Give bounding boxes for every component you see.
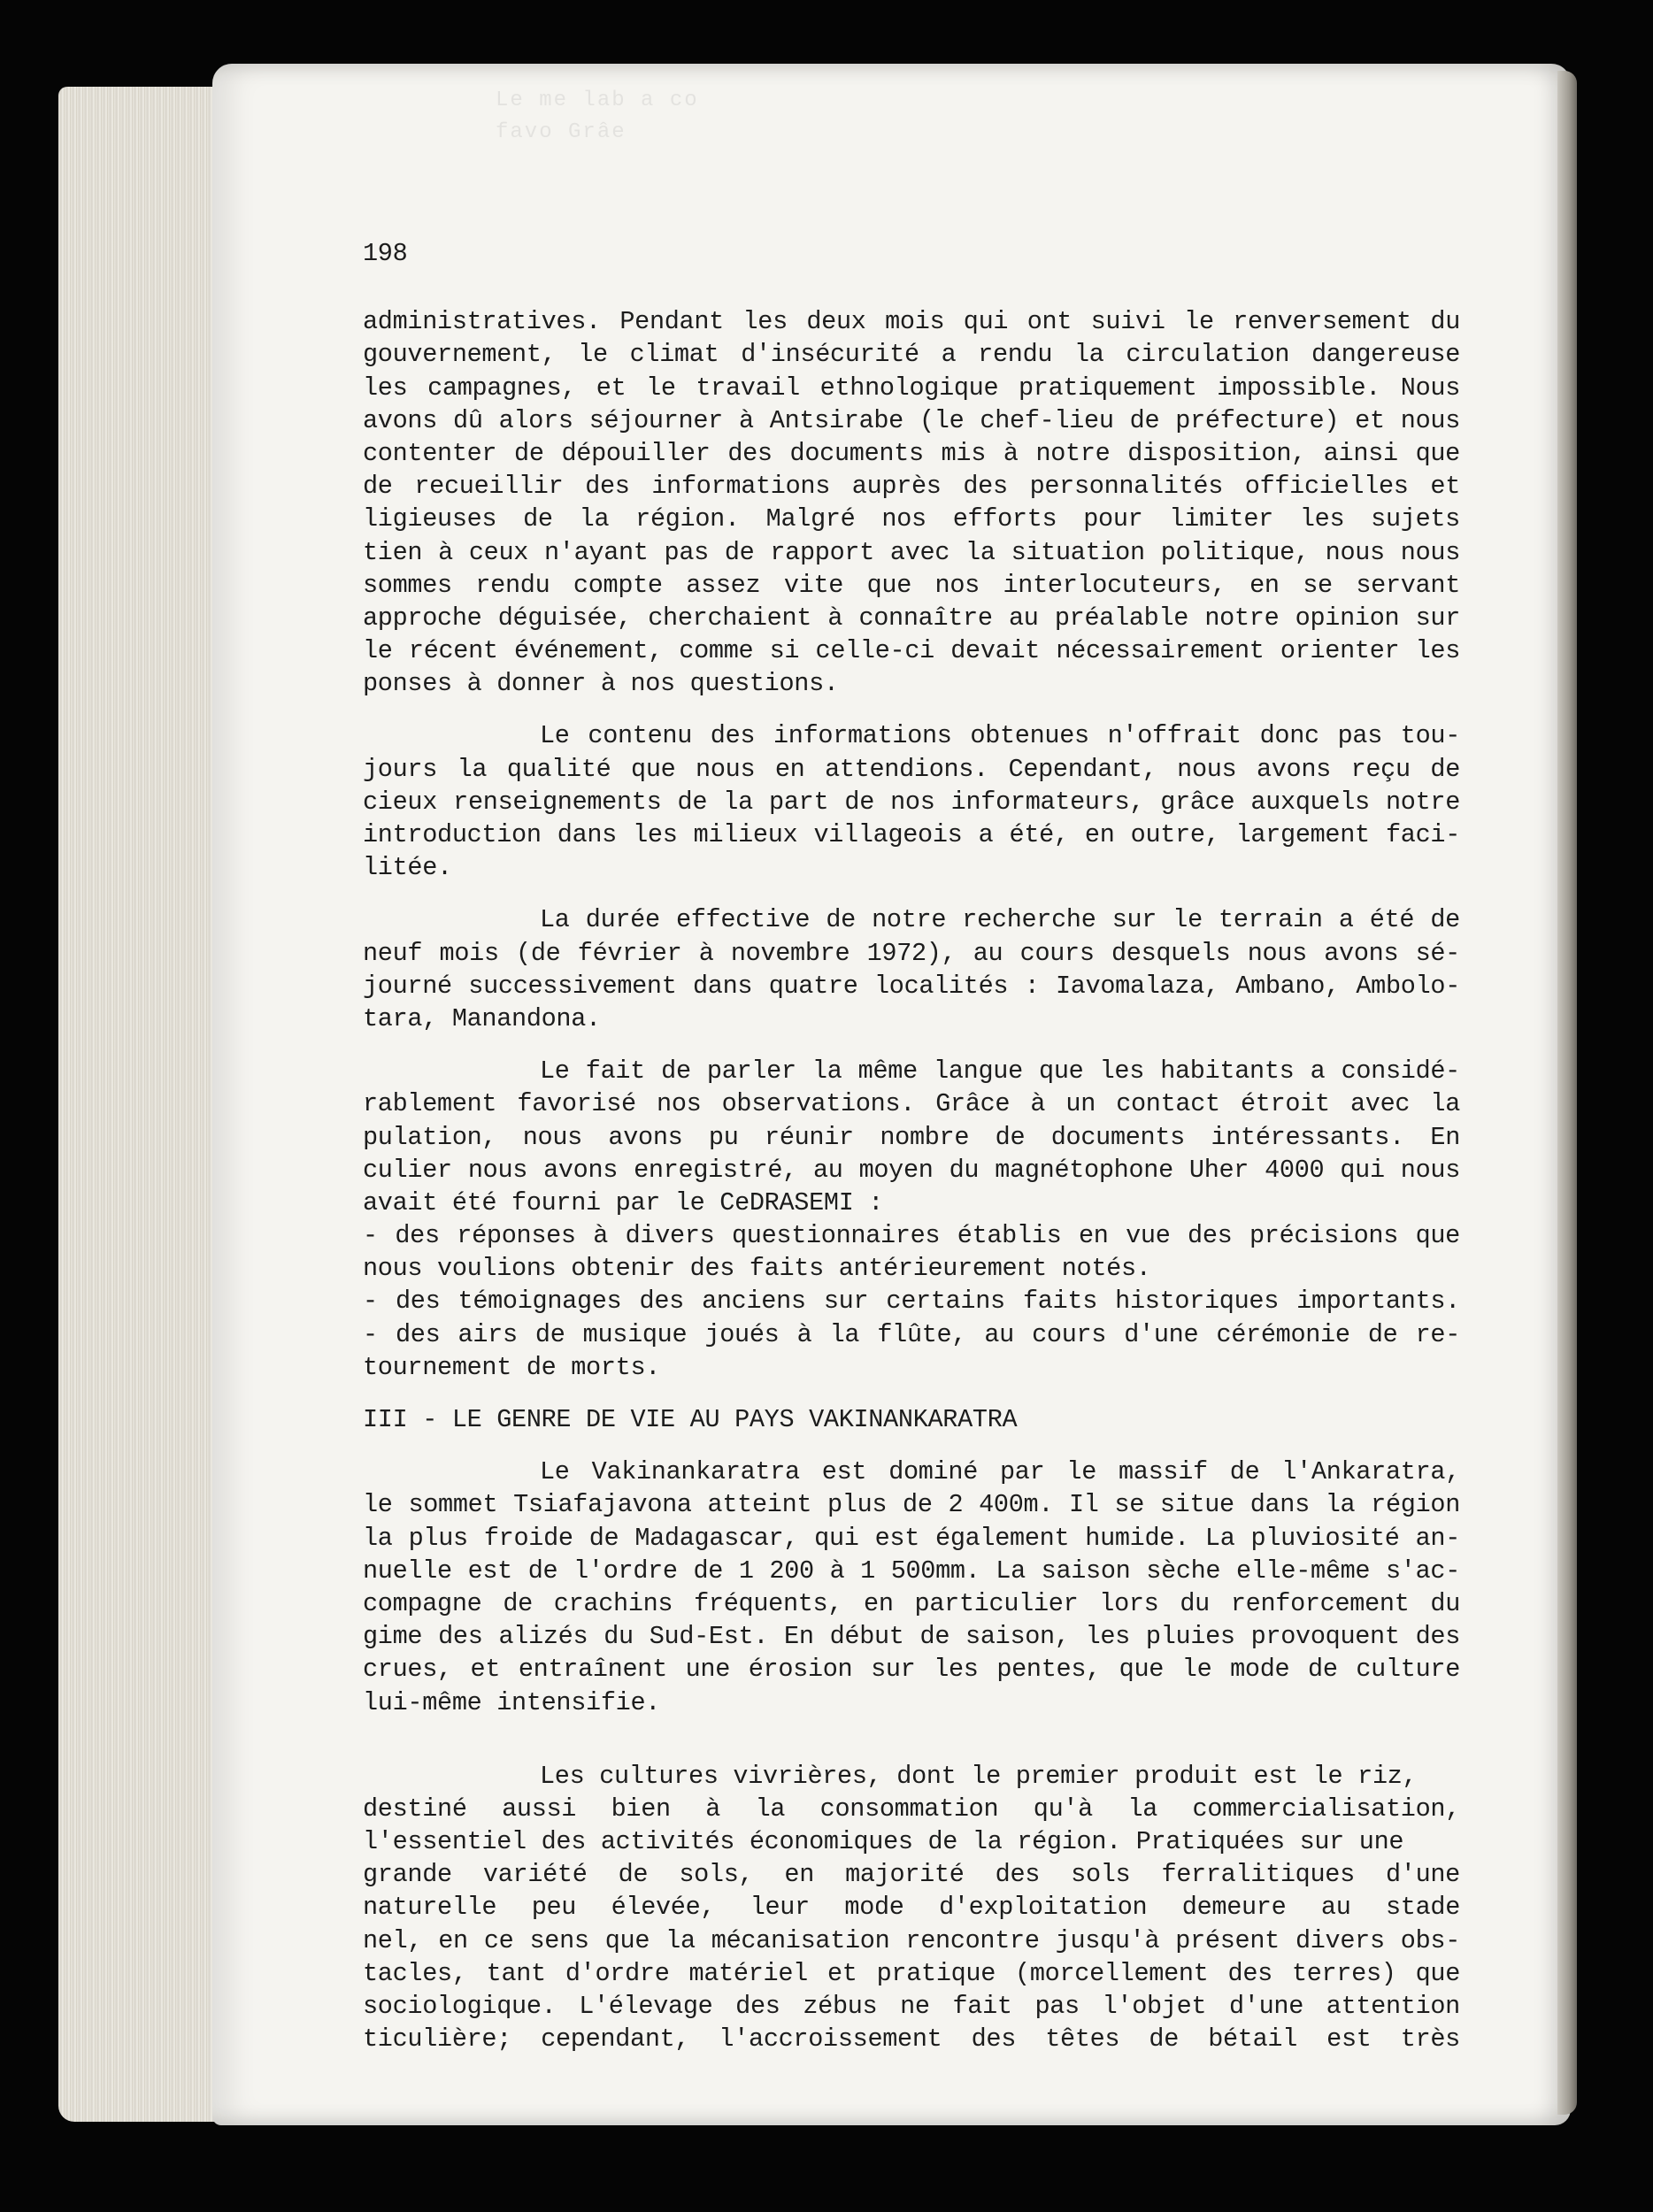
text-line: la plus froide de Madagascar, qui est également humide. La pluviosité an-	[363, 1523, 1460, 1553]
text-line: naturelle peu élevée, leur mode d'exploitation demeure au stade	[363, 1893, 1460, 1923]
text-line: tien à ceux n'ayant pas de rapport avec la situation politique, nous nous	[363, 537, 1460, 567]
text-line: nuelle est de l'ordre de 1 200 à 1 500mm. La saison sèche elle-même s'ac-	[363, 1555, 1460, 1586]
paragraph	[363, 1455, 1460, 1719]
text-line: jours la qualité que nous en attendions. Cependant, nous avons reçu de	[363, 754, 1460, 784]
text-line: rablement favorisé nos observations. Grâce à un contact étroit avec la	[363, 1089, 1460, 1119]
text-line: sommes rendu compte assez vite que nos interlocuteurs, en se servant	[363, 570, 1460, 600]
text-line: avons dû alors séjourner à Antsirabe (le chef-lieu de préfecture) et nous	[363, 405, 1460, 435]
list-item: - des airs de musique joués à la flûte, au cours d'une cérémonie de re-	[363, 1319, 1460, 1349]
section-heading: III - LE GENRE DE VIE AU PAYS VAKINANKARATRA	[363, 1405, 1018, 1434]
text-line: Les cultures vivrières, dont le premier produit est le riz,	[540, 1761, 1418, 1791]
paragraph	[363, 719, 1460, 884]
text-line: gime des alizés du Sud-Est. En début de saison, les pluies provoquent des	[363, 1622, 1460, 1652]
text-line: de recueillir des informations auprès des personnalités officielles et	[363, 472, 1460, 502]
page-text	[363, 237, 1460, 2055]
text-line: journé successivement dans quatre localités : Iavomalaza, Ambano, Ambolo-	[363, 971, 1460, 1001]
bleed-through-text	[496, 85, 1469, 156]
page-number: 198	[363, 239, 408, 268]
page-right-edge	[1557, 71, 1577, 2115]
text-line: La durée effective de notre recherche sur le terrain a été de	[540, 905, 1460, 935]
page-edges-stack	[58, 87, 235, 2122]
paragraph	[363, 903, 1460, 1035]
text-line: pulation, nous avons pu réunir nombre de documents intéressants. En	[363, 1122, 1460, 1152]
list-item: - des témoignages des anciens sur certains faits historiques importants.	[363, 1286, 1460, 1317]
text-line: sociologique. L'élevage des zébus ne fait pas l'objet d'une attention	[363, 1992, 1460, 2021]
text-line: ponses à donner à nos questions.	[363, 669, 839, 699]
text-line: crues, et entraînent une érosion sur les pentes, que le mode de culture	[363, 1655, 1460, 1685]
text-line: Le Vakinankaratra est dominé par le massif de l'Ankaratra,	[540, 1457, 1460, 1487]
text-line: lui-même intensifie.	[363, 1687, 661, 1717]
paragraph	[363, 1055, 1460, 1384]
paragraph	[363, 305, 1460, 700]
text-line: administratives. Pendant les deux mois qui ont suivi le renversement du	[363, 307, 1460, 337]
text-line: le sommet Tsiafajavona atteint plus de 2 400m. Il se situe dans la région	[363, 1490, 1460, 1520]
text-line: approche déguisée, cherchaient à connaître au préalable notre opinion sur	[363, 603, 1460, 633]
text-line: tacles, tant d'ordre matériel et pratique (morcellement des terres) que	[363, 1958, 1460, 1988]
text-line: nous voulions obtenir des faits antérieurement notés.	[363, 1254, 1151, 1284]
text-line: ticulière; cependant, l'accroissement des têtes de bétail est très	[363, 2024, 1460, 2055]
bleed-line: favo Grâe	[496, 120, 627, 144]
text-line: grande variété de sols, en majorité des sols ferralitiques d'une	[363, 1860, 1460, 1890]
text-line: destiné aussi bien à la consommation qu'à la commercialisation,	[363, 1793, 1460, 1824]
text-line: cieux renseignements de la part de nos informateurs, grâce auxquels notre	[363, 787, 1460, 817]
text-line: culier nous avons enregistré, au moyen du magnétophone Uher 4000 qui nous	[363, 1155, 1460, 1185]
text-line: litée.	[363, 853, 452, 883]
text-line: Le contenu des informations obtenues n'offrait donc pas tou-	[540, 721, 1460, 751]
text-line: Le fait de parler la même langue que les habitants a considé-	[540, 1056, 1460, 1087]
text-line: avait été fourni par le CeDRASEMI :	[363, 1187, 884, 1217]
text-line: nel, en ce sens que la mécanisation rencontre jusqu'à présent divers obs-	[363, 1925, 1460, 1955]
text-line: neuf mois (de février à novembre 1972), au cours desquels nous avons sé-	[363, 938, 1460, 968]
text-line: l'essentiel des activités économiques de la région. Pratiquées sur une	[363, 1827, 1404, 1857]
text-line: tara, Manandona.	[363, 1003, 601, 1033]
text-line: tournement de morts.	[363, 1352, 661, 1382]
text-line: le récent événement, comme si celle-ci devait nécessairement orienter les	[363, 636, 1460, 666]
text-line: compagne de crachins fréquents, en particulier lors du renforcement du	[363, 1588, 1460, 1618]
bleed-line: Le me lab a co	[496, 88, 699, 112]
paragraph	[363, 1760, 1460, 2056]
text-line: les campagnes, et le travail ethnologique pratiquement impossible. Nous	[363, 373, 1460, 403]
text-line: gouvernement, le climat d'insécurité a rendu la circulation dangereuse	[363, 340, 1460, 370]
text-line: contenter de dépouiller des documents mis à notre disposition, ainsi que	[363, 438, 1460, 468]
list-item: - des réponses à divers questionnaires établis en vue des précisions que	[363, 1221, 1460, 1251]
text-line: introduction dans les milieux villageois a été, en outre, largement faci-	[363, 820, 1460, 849]
text-line: ligieuses de la région. Malgré nos efforts pour limiter les sujets	[363, 504, 1460, 534]
